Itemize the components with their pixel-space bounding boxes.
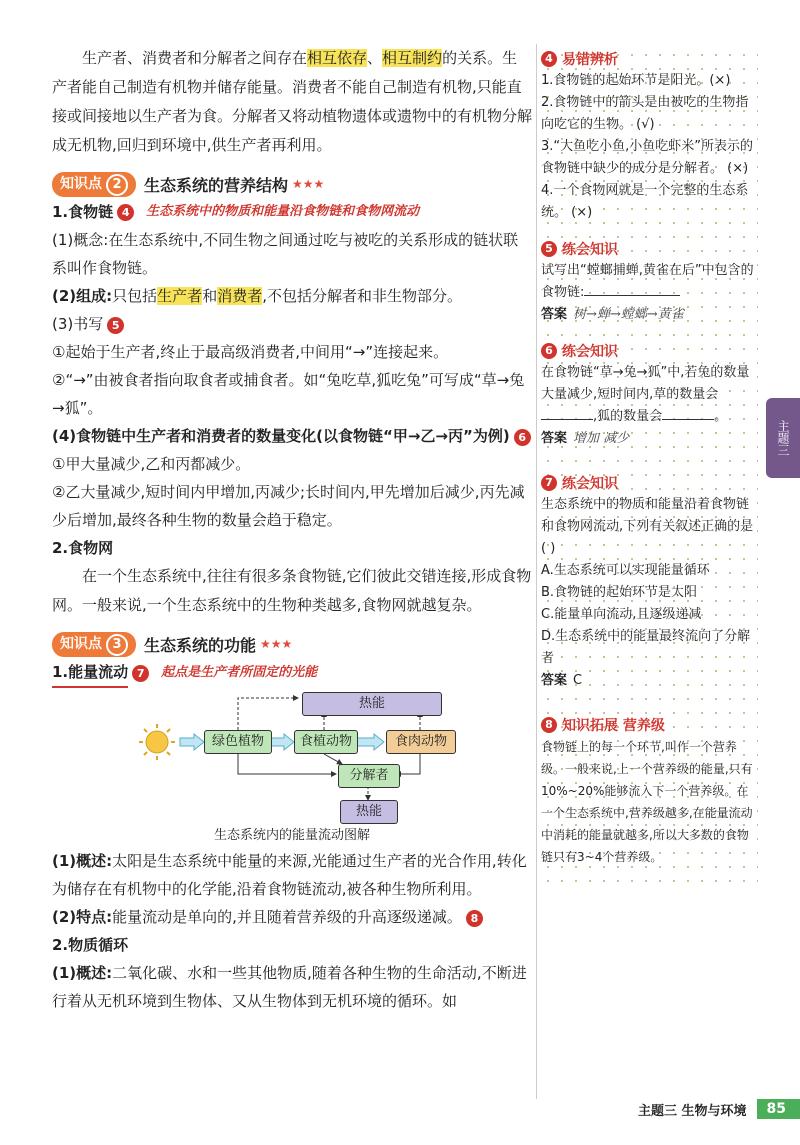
kp-number: 2 <box>106 174 128 196</box>
energy-overview: (1)概述:太阳是生态系统中能量的来源,光能通过生产者的光合作用,转化为储存在有机物中的化学能,沿着食物链流动,被各种生物所利用。 <box>52 852 527 898</box>
answer-blank <box>584 295 680 296</box>
footer-title: 主题三 生物与环境 <box>637 1103 747 1119</box>
handwritten-note: 起点是生产者所固定的光能 <box>161 665 318 680</box>
option-b: B.食物链的起始环节是太阳 <box>541 585 698 600</box>
answer-line: 答案 增加 减少 <box>541 431 630 446</box>
energy-flow-diagram <box>52 692 532 822</box>
quantity-change-2: ②乙大量减少,短时间内甲增加,丙减少;长时间内,甲先增加后减少,丙先减少后增加,最终各种生物的数量会趋于稳定。 <box>52 483 525 529</box>
section-title: 练会知识 <box>562 242 618 258</box>
stars-icon: ★★★ <box>292 177 325 191</box>
diagram-connectors <box>52 692 532 822</box>
page-number: 85 <box>757 1099 800 1119</box>
answer-blank <box>541 419 593 420</box>
section-title: 练会知识 <box>562 476 618 492</box>
intro-text: 生产者、消费者和分解者之间存在 <box>82 49 308 67</box>
herbivore-box: 食植动物 <box>294 730 358 754</box>
section-number-icon: 8 <box>541 717 557 733</box>
section-title: 知识拓展 营养级 <box>562 718 665 734</box>
section-title: 练会知识 <box>562 344 618 360</box>
page-footer <box>638 1099 800 1119</box>
answer-line: 答案 树→蝉→螳螂→黄雀 <box>541 307 684 322</box>
intro-text: 、 <box>367 49 383 67</box>
marker-icon: 4 <box>117 204 134 221</box>
knowledge-point-2-header <box>52 170 532 198</box>
food-web-heading: 2.食物网 <box>52 539 114 557</box>
section-practice-7 <box>541 472 758 692</box>
heat-energy-box: 热能 <box>340 800 398 824</box>
marker-icon: 5 <box>107 317 124 334</box>
energy-feature: (2)特点:能量流动是单向的,并且随着营养级的升高逐级递减。 8 <box>52 903 532 931</box>
section-practice-6: 6 练会知识 在食物链“草→兔→狐”中,若兔的数量大量减少,短时间内,草的数量会,狐的数量会 。 答案 增加 减少 <box>541 340 758 450</box>
arrow-icon <box>180 734 204 750</box>
column-divider <box>536 44 537 1099</box>
main-column <box>52 44 532 1015</box>
section-number-icon: 6 <box>541 343 557 359</box>
kp-badge: 知识点 3 <box>52 632 136 657</box>
section-number-icon: 4 <box>541 51 557 67</box>
question-text: ,狐的数量会 <box>593 409 663 424</box>
food-chain-writing: (3)书写 5 <box>52 310 532 338</box>
option-c: C.能量单向流动,且逐级递减 <box>541 607 702 622</box>
arrow-icon <box>356 734 384 750</box>
side-column <box>541 48 758 882</box>
marker-icon: 7 <box>132 665 149 682</box>
answer-line: 答案 C <box>541 673 583 688</box>
kp-title: 生态系统的营养结构 <box>144 175 289 195</box>
kp-number: 3 <box>106 634 128 656</box>
section-number-icon: 7 <box>541 475 557 491</box>
kp-title: 生态系统的功能 <box>144 635 257 655</box>
energy-flow-heading: 1.能量流动 7 起点是生产者所固定的光能 <box>52 658 532 688</box>
highlight-term: 相互制约 <box>382 49 443 67</box>
carnivore-box: 食肉动物 <box>386 730 456 754</box>
option-a: A.生态系统可以实现能量循环 <box>541 563 710 578</box>
quantity-change-1: ①甲大量减少,乙和丙都减少。 <box>52 455 251 473</box>
arrow-icon <box>270 734 294 750</box>
writing-rule-1: ①起始于生产者,终止于最高级消费者,中间用“→”连接起来。 <box>52 343 449 361</box>
question-text: 试写出“螳螂捕蝉,黄雀在后”中包含的食物链: <box>541 263 754 300</box>
sun-icon <box>139 724 175 760</box>
section-title: 易错辨析 <box>562 52 618 68</box>
section-error-analysis <box>541 48 758 224</box>
marker-icon: 6 <box>514 429 531 446</box>
section-number-icon: 5 <box>541 241 557 257</box>
food-chain-heading: 1.食物链 4 生态系统中的物质和能量沿食物链和食物网流动 <box>52 198 532 226</box>
diagram-caption: 生态系统内的能量流动图解 <box>213 828 370 843</box>
list-item: 2.食物链中的箭头是由被吃的生物指向吃它的生物。 (√) <box>541 95 749 132</box>
section-extension-8 <box>541 714 758 868</box>
option-d: D.生态系统中的能量最终流向了分解者 <box>541 629 751 666</box>
handwritten-note: 生态系统中的物质和能量沿食物链和食物网流动 <box>146 204 420 219</box>
intro-text: 的关系。生产者能自己制造有机物并储存能量。消费者不能自己制造有机物,只能直接或间接地以生产者为食。分解者又将动植物遗体或遗物中的有机物分解成无机物,回归到环境中,供生产者再利用。 <box>52 49 533 154</box>
stars-icon: ★★★ <box>260 637 293 651</box>
chapter-tab: 主题三 <box>766 398 800 478</box>
green-plant-box: 绿色植物 <box>204 730 272 754</box>
question-text: 在食物链“草→兔→狐”中,若兔的数量大量减少,短时间内,草的数量会 <box>541 365 750 402</box>
writing-rule-2: ②“→”由被食者指向取食者或捕食者。如“兔吃草,狐吃兔”可写成“草→兔→狐”。 <box>52 371 525 417</box>
decomposer-box: 分解者 <box>338 764 400 788</box>
question-text: 生态系统中的物质和能量沿着食物链和食物网流动,下列有关叙述正确的是 ( ) <box>541 497 754 556</box>
matter-cycle-heading: 2.物质循环 <box>52 936 129 954</box>
section-practice-5 <box>541 238 758 326</box>
matter-overview: (1)概述:二氧化碳、水和一些其他物质,随着各种生物的生命活动,不断进行着从无机环境到生物体、又从生物体到无机环境的循环。如 <box>52 964 527 1010</box>
heat-energy-box: 热能 <box>302 692 442 716</box>
food-web-text: 在一个生态系统中,往往有很多条食物链,它们彼此交错连接,形成食物网。一般来说,一个生态系统中的生物种类越多,食物网就越复杂。 <box>52 567 532 614</box>
list-item: 3.“大鱼吃小鱼,小鱼吃虾米”所表示的食物链中缺少的成分是分解者。 (×) <box>541 139 754 176</box>
kp-badge: 知识点 2 <box>52 172 136 197</box>
food-chain-concept: (1)概念:在生态系统中,不同生物之间通过吃与被吃的关系形成的链状联系叫作食物链。 <box>52 231 519 277</box>
answer-blank <box>662 419 714 420</box>
extension-text: 食物链上的每一个环节,叫作一个营养级。一般来说,上一个营养级的能量,只有10%~20%能够流入下一个营养级。在一个生态系统中,营养级越多,在能量流动中消耗的能量就越多,所以大多数的食物链只有3~4个营养级。 <box>541 740 753 864</box>
list-item: 4.一个食物网就是一个完整的生态系统。 (×) <box>541 183 749 220</box>
highlight-term: 相互依存 <box>307 49 368 67</box>
knowledge-point-3-header <box>52 630 532 658</box>
intro-paragraph <box>52 44 532 160</box>
marker-icon: 8 <box>466 910 483 927</box>
food-chain-composition: (2)组成:只包括生产者和消费者,不包括分解者和非生物部分。 <box>52 287 462 305</box>
quantity-change-heading: (4)食物链中生产者和消费者的数量变化(以食物链“甲→乙→丙”为例) 6 <box>52 422 532 450</box>
list-item: 1.食物链的起始环节是阳光。(×) <box>541 73 731 88</box>
